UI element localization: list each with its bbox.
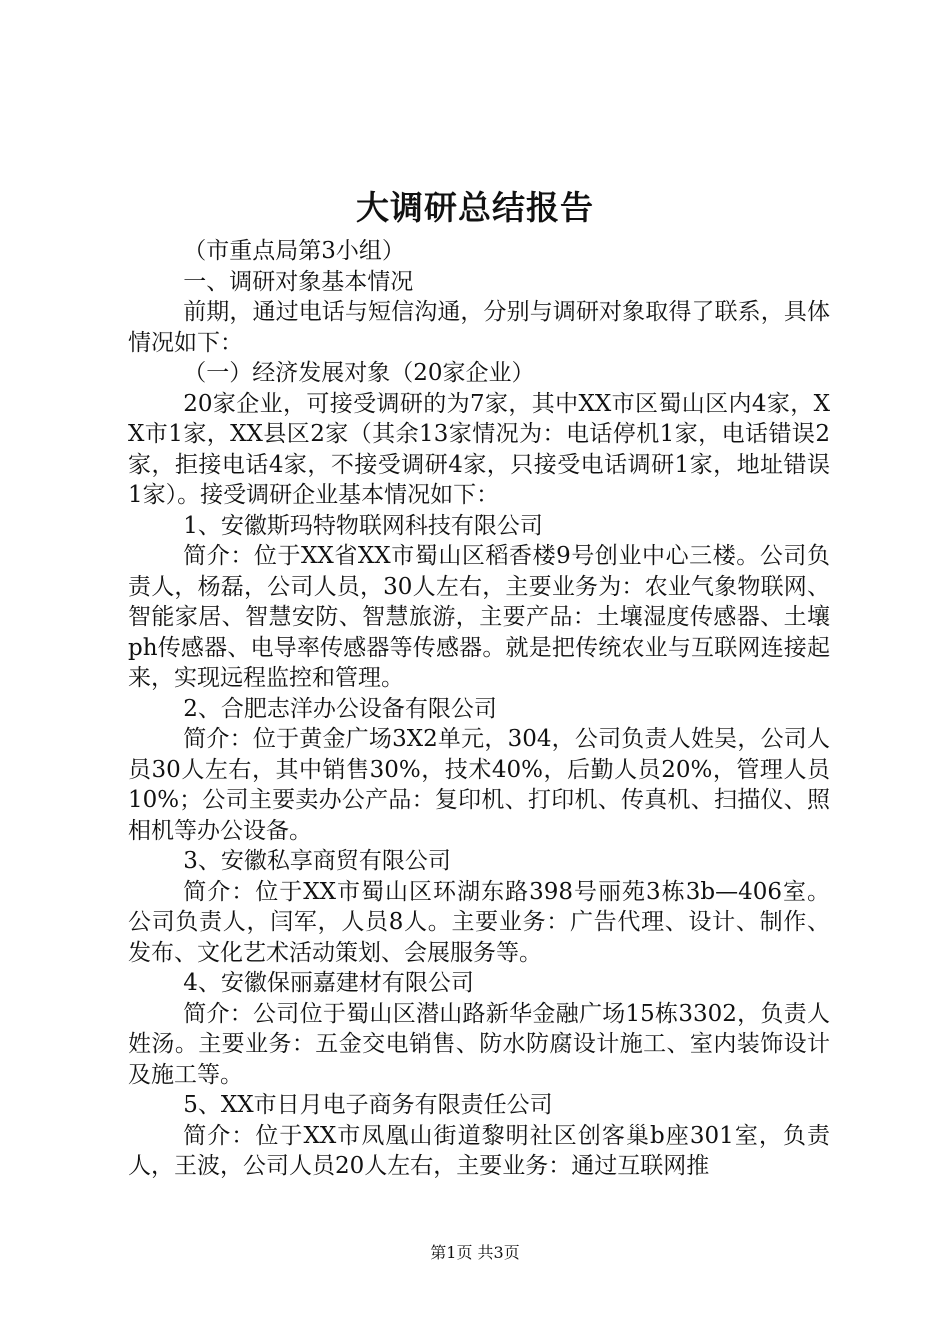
document-title: 大调研总结报告 [356,188,594,227]
company-intro-5: 简介：位于XX市凤凰山街道黎明社区创客巢b座301室，负责人，王波，公司人员20人左右，主要业务：通过互联网推 [128,1122,830,1179]
paragraph-group-subtitle: （市重点局第3小组） [183,238,405,264]
page-number-footer: 第1页 共3页 [430,1243,520,1262]
company-intro-2: 简介：位于黄金广场3X2单元，304，公司负责人姓吴，公司人员30人左右，其中销售30%，技术40%，后勤人员20%，管理人员10%；公司主要卖办公产品：复印机、打印机、传真机、扫描仪、照相机等办公设备。 [128,726,830,844]
company-heading-2: 2、合肥志洋办公设备有限公司 [183,695,497,722]
paragraph-subsection-heading: （一）经济发展对象（20家企业） [183,360,535,386]
company-intro-1: 简介：位于XX省XX市蜀山区稻香楼9号创业中心三楼。公司负责人，杨磊，公司人员，30人左右，主要业务为：农业气象物联网、智能家居、智慧安防、智慧旅游，主要产品：土壤湿度传感器、土壤ph传感器、电导率传感器等传感器。就是把传统农业与互联网连接起来，实现远程监控和管理。 [128,543,830,691]
document-body [128,236,830,1182]
paragraph-section-heading: 一、调研对象基本情况 [183,268,414,295]
company-intro-3: 简介：位于XX市蜀山区环湖东路398号丽苑3栋3b—406室。公司负责人，闫军，人员8人。主要业务：广告代理、设计、制作、发布、文化艺术活动策划、会展服务等。 [128,878,830,966]
company-intro-4: 简介：公司位于蜀山区潜山路新华金融广场15栋3302，负责人姓汤。主要业务：五金交电销售、防水防腐设计施工、室内装饰设计及施工等。 [128,1000,830,1088]
paragraph-summary: 20家企业，可接受调研的为7家，其中XX市区蜀山区内4家，XX市1家，XX县区2家（其余13家情况为：电话停机1家，电话错误2家，拒接电话4家，不接受调研4家，只接受电话调研1家，地址错误1家）。接受调研企业基本情况如下： [128,390,830,508]
company-heading-3: 3、安徽私享商贸有限公司 [183,848,451,874]
company-heading-4: 4、安徽保丽嘉建材有限公司 [183,970,474,996]
company-heading-1: 1、安徽斯玛特物联网科技有限公司 [183,512,543,539]
company-heading-5: 5、XX市日月电子商务有限责任公司 [183,1092,553,1118]
paragraph-intro: 前期，通过电话与短信沟通，分别与调研对象取得了联系，具体情况如下： [128,299,830,356]
